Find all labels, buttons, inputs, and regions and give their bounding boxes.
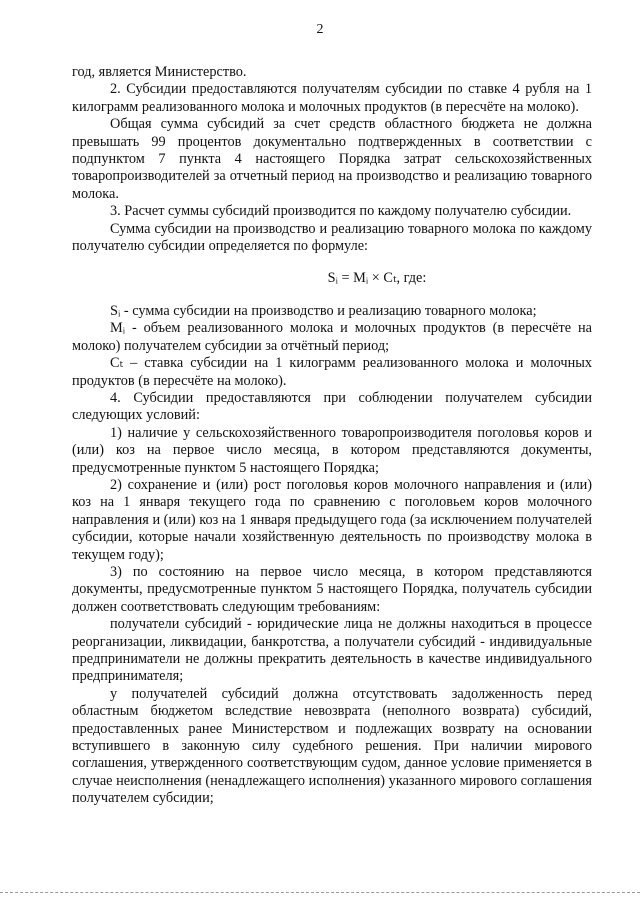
paragraph-item-3: 3. Расчет суммы субсидий производится по каждому получателю субсидии. (110, 203, 572, 220)
formula: Sᵢ = Mᵢ × Cₜ, где: (327, 270, 427, 287)
definition-si: Sᵢ - сумма субсидии на производство и реализацию товарного молока; (110, 302, 537, 319)
paragraph-item-2: 2. Субсидии предоставляются получателям субсидии по ставке 4 рубля на 1 килограмм реализованного молока и молочных продуктов (в пересчёте на молоко). (72, 81, 592, 115)
paragraph-formula-intro: Сумма субсидии на производство и реализацию товарного молока по каждому получателю субсидии определяется по формуле: (72, 220, 592, 255)
page-number: 2 (316, 22, 324, 37)
condition-3: 3) по состоянию на первое число месяца, в котором представляются документы, предусмотренные пунктом 5 настоящего Порядка, получатель субсидии должен соответствовать следующим требованиям: (72, 563, 592, 615)
condition-1: 1) наличие у сельскохозяйственного товаропроизводителя поголовья коров и (или) коз на первое число месяца, в котором представляются документы, предусмотренные пунктом 5 настоящего Порядка; (72, 424, 592, 476)
paragraph-continuation: год, является Министерство. (72, 64, 247, 80)
condition-2: 2) сохранение и (или) рост поголовья коров молочного направления и (или) коз на 1 января текущего года по сравнению с поголовьем коров молочного направления и (или) коз на 1 января предыдущего года (за исключением получателей субсидии, которые начали хозяйственную деятельность по производству молока в текущем году); (72, 476, 592, 563)
document-body (72, 64, 592, 808)
definition-ct: Cₜ – ставка субсидии на 1 килограмм реализованного молока и молочных продуктов (в пересчёте на молоко). (72, 355, 592, 389)
definition-mi: Mᵢ - объем реализованного молока и молочных продуктов (в пересчёте на молоко) получателем субсидии за отчётный период; (72, 320, 592, 354)
requirement-no-debt: у получателей субсидий должна отсутствовать задолженность перед областным бюджетом вследствие невозврата (неполного возврата) субсидий, предоставленных ранее Министерством и подлежащих возврату на основании вступившего в законную силу судебного решения. При наличии мирового соглашения, утвержденного соответствующим судом, данное условие применяется в случае неисполнения (ненадлежащего исполнения) указанного мирового соглашения получателем субсидии; (72, 685, 592, 807)
paragraph-item-4: 4. Субсидии предоставляются при соблюдении получателем субсидии следующих условий: (72, 389, 592, 424)
page-bottom-edge (0, 892, 640, 893)
requirement-legal-entities: получатели субсидий - юридические лица не должны находиться в процессе реорганизации, ликвидации, банкротства, а получатели субсидий - индивидуальные предприниматели не должны прекратить деятельность в качестве индивидуального предпринимателя; (72, 616, 592, 685)
paragraph-total-limit: Общая сумма субсидий за счет средств областного бюджета не должна превышать 99 процентов документально подтвержденных в соответствии с подпунктом 7 пункта 4 настоящего Порядка затрат сельскохозяйственных товаропроизводителей за отчетный период на производство и реализацию товарного молока. (72, 116, 592, 202)
